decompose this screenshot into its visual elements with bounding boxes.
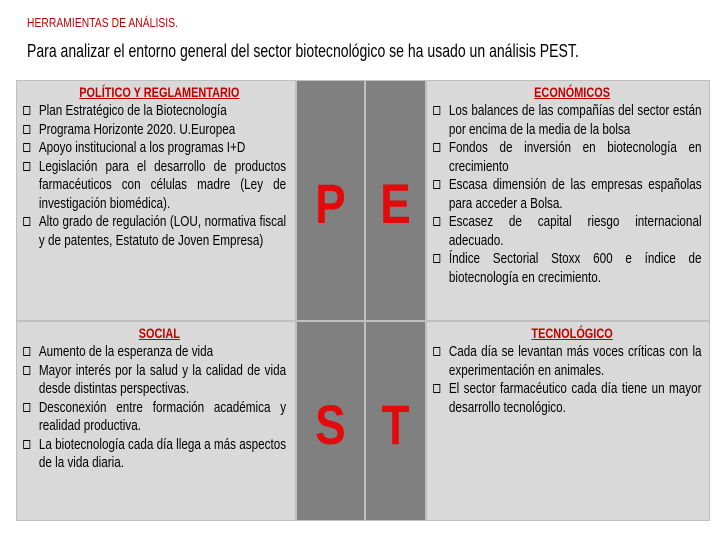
item-text: Programa Horizonte 2020. U.Europea xyxy=(38,120,236,138)
letter-t: T xyxy=(381,393,410,456)
slide-heading: HERRAMIENTAS DE ANÁLISIS. xyxy=(27,16,179,30)
checkbox-bullet-icon xyxy=(433,180,440,189)
item-text: Escasez de capital riesgo internacional adecuado. xyxy=(448,213,702,249)
checkbox-bullet-icon xyxy=(433,217,440,226)
item-text: Índice Sectorial Stoxx 600 e índice de biotecnología en crecimiento. xyxy=(448,250,702,286)
checkbox-bullet-icon xyxy=(23,403,30,412)
item-text: Mayor interés por la salud y la calidad de vida desde distintas perspectivas. xyxy=(38,361,287,397)
pest-grid xyxy=(16,80,710,521)
checkbox-bullet-icon xyxy=(433,384,440,393)
list-item xyxy=(432,343,702,380)
list-item xyxy=(22,102,286,121)
list-item xyxy=(432,250,702,287)
item-text: Escasa dimensión de las empresas españolas para acceder a Bolsa. xyxy=(448,176,702,212)
letter-e: E xyxy=(380,172,411,235)
checkbox-bullet-icon xyxy=(23,106,30,115)
slide-subtitle: Para analizar el entorno general del sector biotecnológico se ha usado un análisis PEST. xyxy=(27,41,579,61)
list-item xyxy=(22,213,286,250)
quadrant-title: TECNOLÓGICO xyxy=(531,325,613,341)
item-text: Los balances de las compañías del sector están por encima de la media de la bolsa xyxy=(448,102,702,138)
list-item xyxy=(432,139,702,176)
item-text: Plan Estratégico de la Biotecnología xyxy=(38,102,227,119)
checkbox-bullet-icon xyxy=(433,143,440,152)
item-text: Aumento de la esperanza de vida xyxy=(38,343,214,360)
checkbox-bullet-icon xyxy=(23,143,30,152)
letter-panel-s xyxy=(296,321,365,521)
letter-panel-t xyxy=(365,321,426,521)
item-list xyxy=(432,343,702,417)
checkbox-bullet-icon xyxy=(23,162,30,171)
item-list xyxy=(432,102,702,287)
quadrant-title: POLÍTICO Y REGLAMENTARIO xyxy=(79,84,240,100)
letter-p: P xyxy=(315,172,346,235)
list-item xyxy=(22,362,286,399)
list-item xyxy=(22,399,286,436)
checkbox-bullet-icon xyxy=(433,254,440,263)
item-text: La biotecnología cada día llega a más aspectos de la vida diaria. xyxy=(38,435,287,471)
letter-panel-p xyxy=(296,80,365,321)
item-text: Desconexión entre formación académica y realidad productiva. xyxy=(38,398,287,434)
letter-panel-e xyxy=(365,80,426,321)
checkbox-bullet-icon xyxy=(23,366,30,375)
list-item xyxy=(22,343,286,362)
quadrant-tecnologico xyxy=(426,321,710,521)
list-item xyxy=(22,436,286,473)
item-text: Cada día se levantan más voces críticas con la experimentación en animales. xyxy=(448,343,702,379)
checkbox-bullet-icon xyxy=(433,106,440,115)
item-text: Alto grado de regulación (LOU, normativa fiscal y de patentes, Estatuto de Joven Empresa) xyxy=(38,213,287,249)
checkbox-bullet-icon xyxy=(23,217,30,226)
checkbox-bullet-icon xyxy=(23,347,30,356)
item-text: Legislación para el desarrollo de productos farmacéuticos con células madre (Ley de investigación biomédica). xyxy=(38,157,287,212)
checkbox-bullet-icon xyxy=(433,347,440,356)
list-item xyxy=(432,380,702,417)
item-text: Apoyo institucional a los programas I+D xyxy=(38,139,246,156)
list-item xyxy=(432,176,702,213)
list-item xyxy=(432,213,702,250)
list-item xyxy=(432,102,702,139)
quadrant-economicos xyxy=(426,80,710,321)
checkbox-bullet-icon xyxy=(23,125,30,134)
list-item xyxy=(22,139,286,158)
item-list xyxy=(22,343,286,473)
quadrant-title: ECONÓMICOS xyxy=(534,84,610,100)
letter-s: S xyxy=(315,393,346,456)
quadrant-politico xyxy=(16,80,296,321)
list-item xyxy=(22,158,286,214)
item-list xyxy=(22,102,286,250)
quadrant-social xyxy=(16,321,296,521)
item-text: El sector farmacéutico cada día tiene un mayor desarrollo tecnológico. xyxy=(448,380,702,416)
item-text: Fondos de inversión en biotecnología en crecimiento xyxy=(448,139,702,175)
quadrant-title: SOCIAL xyxy=(138,325,180,341)
checkbox-bullet-icon xyxy=(23,440,30,449)
list-item xyxy=(22,121,286,140)
